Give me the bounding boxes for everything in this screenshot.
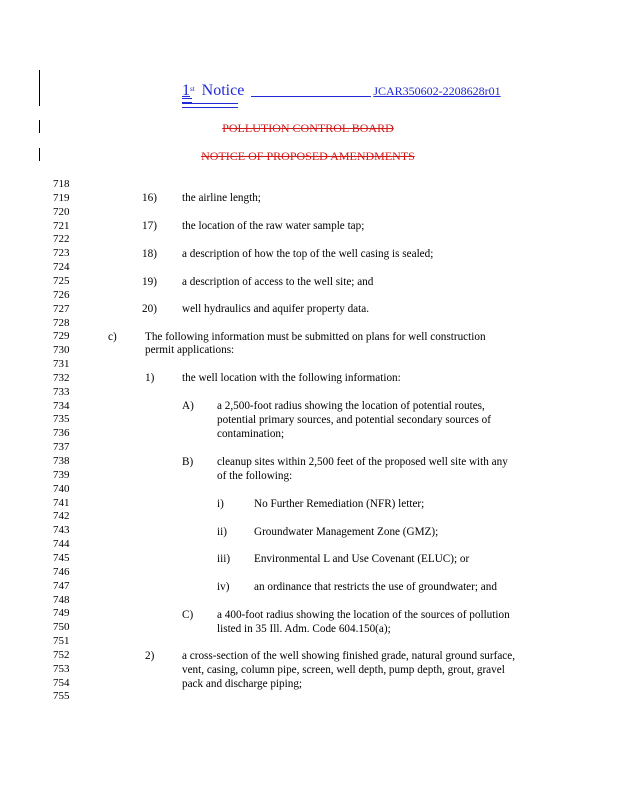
item-label: 1) bbox=[145, 372, 155, 384]
subitem-text: potential primary sources, and potential secondary sources of bbox=[217, 414, 492, 426]
notice-number: 1 bbox=[182, 82, 190, 99]
line-number: 731 bbox=[53, 358, 70, 371]
notice-word: Notice bbox=[201, 82, 245, 99]
roman-label: iii) bbox=[217, 553, 231, 565]
item-label: 18) bbox=[142, 248, 157, 260]
line-number: 721 bbox=[53, 219, 70, 232]
item-text: a cross-section of the well showing finished grade, natural ground surface, bbox=[182, 650, 516, 662]
line-number: 723 bbox=[53, 247, 70, 260]
notice-suffix: st bbox=[190, 85, 195, 93]
line-number: 726 bbox=[53, 288, 70, 301]
roman-label: i) bbox=[217, 498, 224, 510]
line-number: 718 bbox=[53, 178, 70, 190]
line-number: 746 bbox=[53, 565, 70, 578]
line-number: 753 bbox=[53, 662, 70, 675]
item-text: the location of the raw water sample tap; bbox=[182, 220, 365, 232]
line-number: 730 bbox=[53, 344, 70, 357]
jcar-code: JCAR350602-2208628r01 bbox=[373, 84, 501, 98]
line-number: 729 bbox=[53, 330, 70, 343]
line-number: 741 bbox=[53, 496, 70, 509]
agency-heading: POLLUTION CONTROL BOARD bbox=[222, 121, 394, 135]
line-number: 755 bbox=[53, 690, 70, 703]
line-number: 738 bbox=[53, 455, 70, 467]
line-number: 747 bbox=[53, 579, 70, 592]
roman-label: ii) bbox=[217, 526, 227, 538]
item-text: pack and discharge piping; bbox=[182, 678, 303, 690]
line-number: 745 bbox=[53, 551, 70, 564]
item-text: a description of access to the well site; and bbox=[182, 276, 374, 288]
roman-text: an ordinance that restricts the use of groundwater; and bbox=[254, 581, 497, 593]
line-number: 740 bbox=[53, 482, 70, 495]
section-label: c) bbox=[108, 331, 117, 343]
item-label: 20) bbox=[142, 303, 157, 315]
line-number: 727 bbox=[53, 302, 70, 315]
line-number: 725 bbox=[53, 274, 70, 287]
subitem-text: cleanup sites within 2,500 feet of the proposed well site with any bbox=[217, 456, 508, 468]
roman-text: No Further Remediation (NFR) letter; bbox=[254, 498, 425, 510]
item-label: 2) bbox=[145, 650, 155, 662]
subitem-text: of the following: bbox=[217, 470, 293, 482]
line-number: 752 bbox=[53, 648, 70, 661]
line-number: 749 bbox=[53, 607, 70, 620]
subitem-label: A) bbox=[182, 400, 194, 412]
line-number: 732 bbox=[53, 371, 70, 384]
line-number: 751 bbox=[53, 635, 70, 648]
roman-text: Environmental L and Use Covenant (ELUC); or bbox=[254, 553, 470, 565]
double-rule bbox=[182, 103, 238, 108]
change-bar bbox=[39, 120, 40, 133]
line-number: 743 bbox=[53, 524, 70, 537]
item-text: the airline length; bbox=[182, 192, 261, 204]
line-number: 754 bbox=[53, 676, 70, 689]
item-text: a description of how the top of the well casing is sealed; bbox=[182, 248, 434, 260]
line-number: 719 bbox=[53, 191, 70, 204]
line-number: 735 bbox=[53, 413, 70, 426]
line-number: 736 bbox=[53, 427, 70, 440]
item-text: the well location with the following information: bbox=[182, 372, 401, 384]
underline-rule bbox=[251, 95, 371, 97]
line-number: 748 bbox=[53, 593, 70, 606]
line-number: 737 bbox=[53, 441, 70, 454]
line-number: 722 bbox=[53, 233, 70, 246]
line-number: 750 bbox=[53, 621, 70, 634]
notice-header bbox=[182, 82, 501, 100]
roman-label: iv) bbox=[217, 581, 230, 593]
subitem-text: contamination; bbox=[217, 428, 285, 440]
line-number: 742 bbox=[53, 510, 70, 523]
subitem-label: C) bbox=[182, 609, 194, 621]
change-bar bbox=[39, 148, 40, 161]
section-text: permit applications: bbox=[145, 344, 235, 356]
line-number: 733 bbox=[53, 385, 70, 398]
subitem-label: B) bbox=[182, 456, 194, 468]
item-label: 17) bbox=[142, 220, 157, 232]
item-label: 16) bbox=[142, 192, 157, 204]
item-label: 19) bbox=[142, 276, 157, 288]
roman-text: Groundwater Management Zone (GMZ); bbox=[254, 526, 439, 538]
subitem-text: a 2,500-foot radius showing the location of potential routes, bbox=[217, 400, 485, 412]
change-bar bbox=[39, 70, 40, 106]
line-number: 724 bbox=[53, 261, 70, 274]
item-text: vent, casing, column pipe, screen, well depth, pump depth, grout, gravel bbox=[182, 664, 505, 676]
item-text: well hydraulics and aquifer property data. bbox=[182, 303, 370, 315]
section-text: The following information must be submitted on plans for well construction bbox=[145, 331, 486, 343]
line-number: 728 bbox=[53, 316, 70, 329]
line-number: 744 bbox=[53, 538, 70, 551]
subitem-text: listed in 35 Ill. Adm. Code 604.150(a); bbox=[217, 623, 391, 635]
line-number: 739 bbox=[53, 468, 70, 481]
notice-title: NOTICE OF PROPOSED AMENDMENTS bbox=[201, 149, 415, 163]
subitem-text: a 400-foot radius showing the location of the sources of pollution bbox=[217, 609, 510, 621]
line-number: 734 bbox=[53, 399, 70, 412]
line-number: 720 bbox=[53, 205, 70, 218]
